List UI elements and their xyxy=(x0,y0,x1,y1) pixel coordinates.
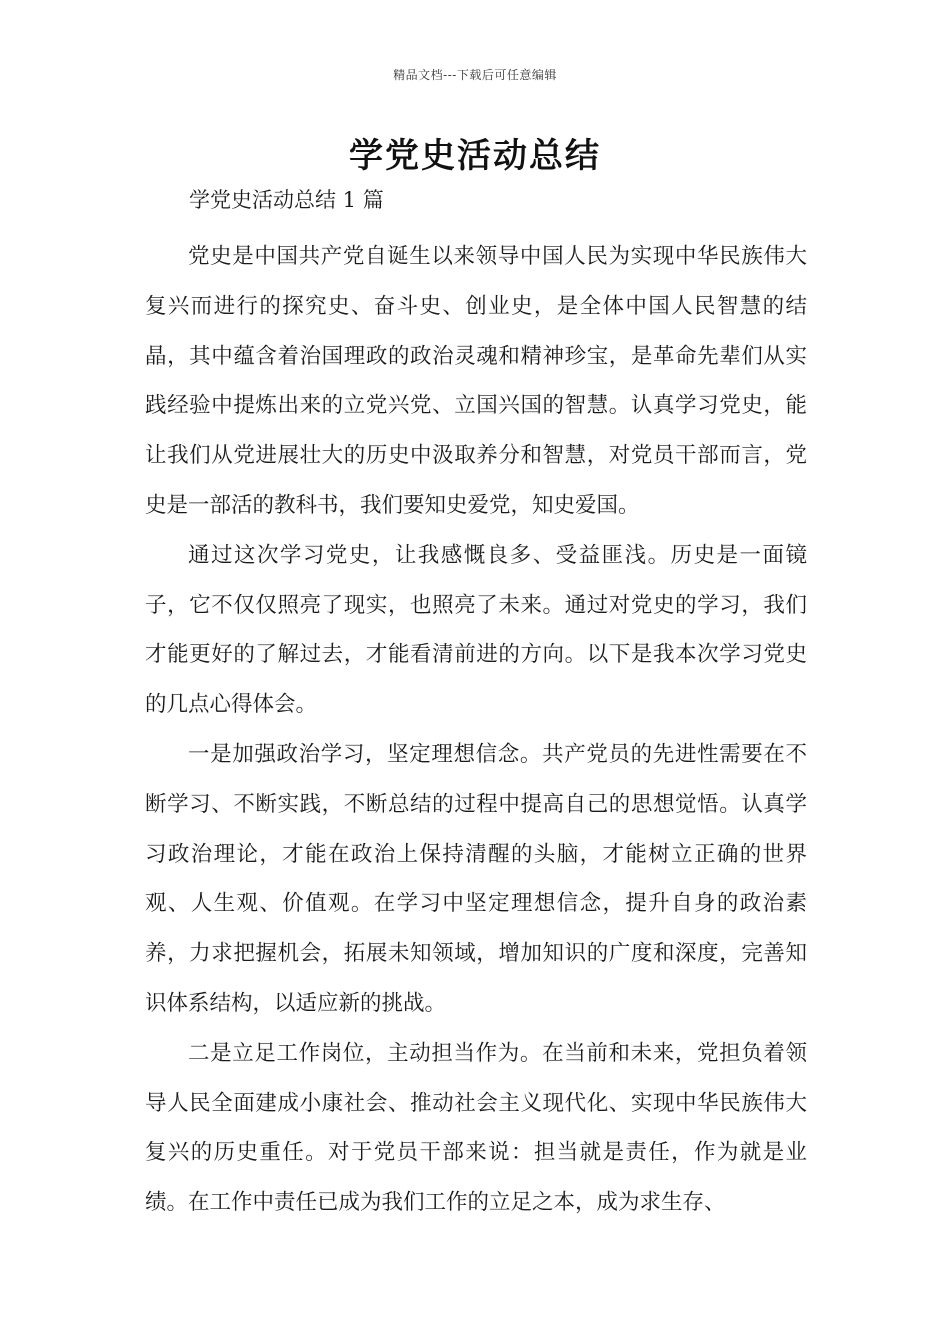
paragraph: 一是加强政治学习，坚定理想信念。共产党员的先进性需要在不断学习、不断实践，不断总结的过程中提高自己的思想觉悟。认真学习政治理论，才能在政治上保持清醒的头脑，才能树立正确的世界观、人生观、价值观。在学习中坚定理想信念，提升自身的政治素养，力求把握机会，拓展未知领域，增加知识的广度和深度，完善知识体系结构，以适应新的挑战。 xyxy=(145,741,807,1016)
page-header-note: 精品文档---下载后可任意编辑 xyxy=(393,68,557,82)
document-subtitle: 学党史活动总结 1 篇 xyxy=(189,188,384,212)
document-body xyxy=(145,232,807,1228)
paragraph: 二是立足工作岗位，主动担当作为。在当前和未来，党担负着领导人民全面建成小康社会、推动社会主义现代化、实现中华民族伟大复兴的历史重任。对于党员干部来说：担当就是责任，作为就是业绩。在工作中责任已成为我们工作的立足之本，成为求生存、 xyxy=(145,1040,807,1216)
paragraph: 党史是中国共产党自诞生以来领导中国人民为实现中华民族伟大复兴而进行的探究史、奋斗史、创业史，是全体中国人民智慧的结晶，其中蕴含着治国理政的政治灵魂和精神珍宝，是革命先辈们从实践经验中提炼出来的立党兴党、立国兴国的智慧。认真学习党史，能让我们从党进展壮大的历史中汲取养分和智慧，对党员干部而言，党史是一部活的教科书，我们要知史爱党，知史爱国。 xyxy=(145,244,807,518)
document-title: 学党史活动总结 xyxy=(349,136,601,176)
paragraph: 通过这次学习党史，让我感慨良多、受益匪浅。历史是一面镜子，它不仅仅照亮了现实，也照亮了未来。通过对党史的学习，我们才能更好的了解过去，才能看清前进的方向。以下是我本次学习党史的几点心得体会。 xyxy=(145,542,807,718)
